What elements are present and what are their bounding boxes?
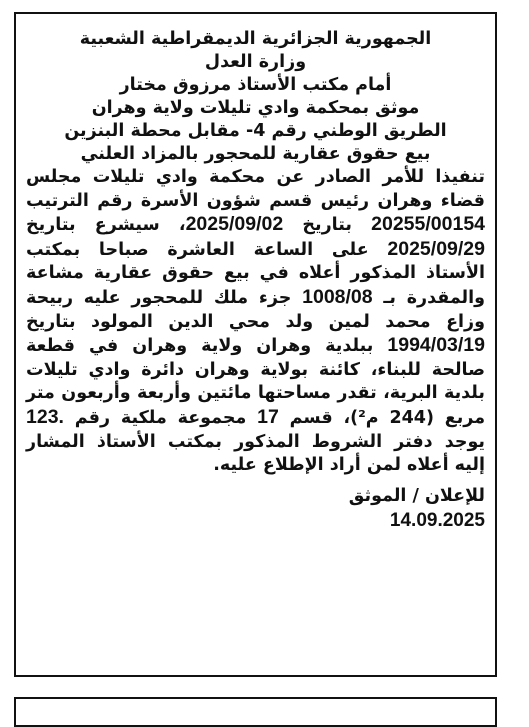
notice-body <box>26 166 485 478</box>
notice-title: بيع حقوق عقارية للمحجور بالمزاد العلني <box>80 144 431 164</box>
order-date: 2025/09/02 <box>185 213 284 236</box>
body-text-6: ببلدية وهران ولاية وهران في قطعة صالحة للبناء، كائنة بولاية وهران دائرة وادي تليلات بلدية البرية، تقدر مساحتها مائتين وأربعة وأربعون متر مربع (244 م²)، قسم <box>26 336 486 428</box>
section-number: 17 <box>257 405 279 428</box>
signoff: للإعلان / الموثق <box>348 485 485 506</box>
body-text-7: مجموعة ملكية رقم <box>74 407 247 428</box>
publication-date: 14.09.2025 <box>389 509 485 531</box>
share-fraction: 1008/08 <box>302 285 373 308</box>
order-number: 20255/00154 <box>371 213 486 236</box>
body-text-4: على الساعة العاشرة صباحا بمكتب الأستاذ المذكور أعلاه في بيع حقوق عقارية مشاعة والمقدرة بـ <box>26 239 485 308</box>
property-group-number: .123 <box>26 405 64 428</box>
header-notary-court: موثق بمحكمة وادي تليلات ولاية وهران <box>91 98 420 118</box>
auction-date: 2025/09/29 <box>387 237 485 260</box>
birth-date: 1994/03/19 <box>387 334 485 357</box>
header-notary-office: أمام مكتب الأستاذ مرزوق مختار <box>119 75 392 95</box>
body-text-1: تنفيذا للأمر الصادر عن محكمة وادي تليلات مجلس قضاء وهران رئيس قسم شؤون الأسرة رقم الترتيب <box>26 167 485 211</box>
body-text-3: ، سيشرع بتاريخ <box>26 215 186 236</box>
body-text-8: يوجد دفتر الشروط المذكور بمكتب الأستاذ المشار إليه أعلاه لمن أراد الإطلاع عليه. <box>26 431 485 476</box>
next-notice-box <box>14 697 497 727</box>
header-address: الطريق الوطني رقم 4- مقابل محطة البنزين <box>64 121 447 141</box>
header-republic: الجمهورية الجزائرية الديمقراطية الشعبية <box>79 29 432 49</box>
legal-notice-box <box>14 12 497 677</box>
body-text-2: بتاريخ <box>302 215 352 236</box>
header-ministry: وزارة العدل <box>204 52 307 72</box>
body-text-5: جزء ملك للمحجور عليه ربيحة وزاع محمد لمين ولد محي الدين المولود بتاريخ <box>26 287 485 332</box>
